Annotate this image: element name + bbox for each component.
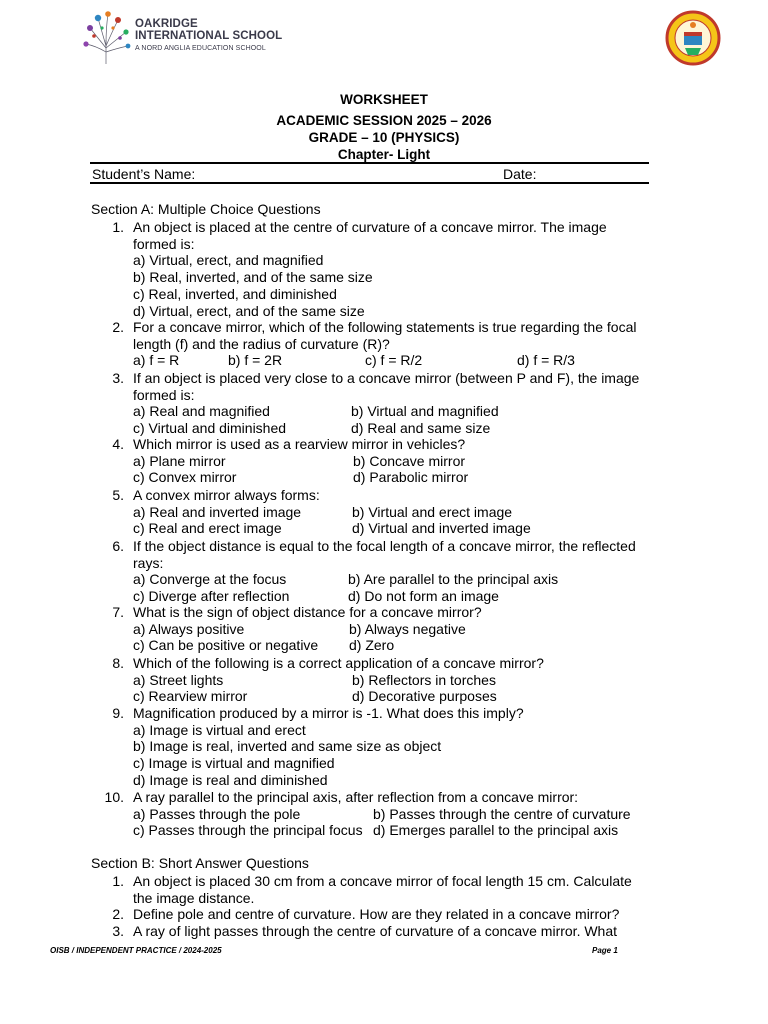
option-b: b) Virtual and magnified (351, 403, 499, 420)
question-number: 6. (112, 538, 124, 554)
question-number: 1. (112, 873, 124, 889)
oakridge-tree-logo-icon (80, 10, 132, 66)
question-number: 5. (112, 487, 124, 503)
question-text: A convex mirror always forms: (133, 487, 320, 503)
school-name-line2: INTERNATIONAL SCHOOL (135, 30, 283, 42)
worksheet-title: WORKSHEET (340, 92, 428, 107)
question-text: the image distance. (133, 889, 255, 906)
question-text: If the object distance is equal to the focal length of a concave mirror, the reflected (133, 538, 636, 554)
bottom-rule (90, 182, 649, 184)
option-b: b) Virtual and erect image (352, 503, 513, 520)
question-number: 4. (112, 436, 124, 452)
section-a-title: Section A: Multiple Choice Questions (91, 201, 321, 217)
option-d: d) Do not form an image (348, 588, 499, 605)
option-c: c) Real, inverted, and diminished (133, 285, 337, 302)
school-name-line1: OAKRIDGE (135, 18, 198, 30)
academic-session: ACADEMIC SESSION 2025 – 2026 (276, 113, 492, 128)
option-d: d) Parabolic mirror (353, 469, 469, 486)
question-text: For a concave mirror, which of the following statements is true regarding the focal (133, 319, 637, 335)
question-text: If an object is placed very close to a concave mirror (between P and F), the image (133, 370, 640, 386)
question-text: formed is: (133, 235, 195, 252)
option-b: b) Are parallel to the principal axis (348, 571, 559, 588)
option-c: c) Virtual and diminished (133, 420, 287, 437)
question-text: Which mirror is used as a rearview mirror in vehicles? (133, 436, 466, 452)
option-a: a) Real and magnified (133, 403, 270, 420)
chapter-title: Chapter- Light (337, 147, 431, 162)
question-number: 2. (112, 906, 124, 922)
question-text: An object is placed 30 cm from a concave mirror of focal length 15 cm. Calculate (133, 873, 632, 889)
option-b: b) Reflectors in torches (352, 671, 496, 688)
option-c: c) Can be positive or negative (133, 637, 319, 654)
question-text: A ray of light passes through the centre of curvature of a concave mirror. What (133, 923, 618, 939)
question-number: 7. (112, 604, 124, 620)
board-seal (665, 10, 721, 66)
question-text: length (f) and the radius of curvature (R)? (133, 335, 390, 352)
cbse-seal-icon (665, 10, 721, 66)
option-b: b) f = 2R (228, 352, 283, 369)
question-text: What is the sign of object distance for a concave mirror? (133, 604, 482, 620)
question-number: 1. (112, 219, 124, 235)
student-name-label: Student’s Name: (92, 166, 196, 182)
option-b: b) Image is real, inverted and same size as object (133, 738, 442, 755)
option-b: b) Passes through the centre of curvature (373, 805, 631, 822)
top-rule (90, 162, 649, 164)
option-d: d) f = R/3 (517, 352, 575, 369)
question-text: Magnification produced by a mirror is -1. What does this imply? (133, 705, 524, 721)
option-a: a) Converge at the focus (133, 571, 287, 588)
question-text: rays: (133, 554, 164, 571)
option-a: a) Virtual, erect, and magnified (133, 252, 324, 269)
option-c: c) Real and erect image (133, 520, 282, 537)
option-a: a) Plane mirror (133, 452, 226, 469)
question-number: 3. (112, 370, 124, 386)
option-b: b) Always negative (349, 620, 466, 637)
question-number: 2. (112, 319, 124, 335)
option-d: d) Virtual, erect, and of the same size (133, 302, 365, 319)
option-b: b) Concave mirror (353, 452, 466, 469)
option-c: c) Passes through the principal focus (133, 822, 363, 839)
option-c: c) Image is virtual and magnified (133, 755, 335, 772)
option-a: a) Always positive (133, 620, 245, 637)
question-text: Define pole and centre of curvature. How are they related in a concave mirror? (133, 906, 620, 922)
option-d: d) Decorative purposes (352, 688, 497, 705)
question-text: A ray parallel to the principal axis, after reflection from a concave mirror: (133, 789, 579, 805)
question-text: Which of the following is a correct application of a concave mirror? (133, 655, 544, 671)
section-b-title: Section B: Short Answer Questions (91, 855, 309, 871)
option-a: a) Passes through the pole (133, 805, 301, 822)
school-tagline: A NORD ANGLIA EDUCATION SCHOOL (135, 45, 266, 52)
option-c: c) Rearview mirror (133, 688, 248, 705)
question-text: formed is: (133, 386, 195, 403)
option-d: d) Real and same size (351, 420, 491, 437)
date-label: Date: (503, 166, 537, 182)
option-d: d) Image is real and diminished (133, 771, 328, 788)
option-d: d) Emerges parallel to the principal axis (373, 822, 619, 839)
question-number: 3. (112, 923, 124, 939)
school-name (135, 18, 282, 42)
option-d: d) Virtual and inverted image (352, 520, 531, 537)
school-logo (80, 10, 300, 66)
option-c: c) f = R/2 (365, 352, 423, 369)
option-c: c) Convex mirror (133, 469, 237, 486)
question-number: 10. (104, 789, 124, 805)
question-number: 9. (112, 705, 124, 721)
option-d: d) Zero (349, 637, 395, 654)
option-a: a) Street lights (133, 671, 224, 688)
option-c: c) Diverge after reflection (133, 588, 290, 605)
option-a: a) f = R (133, 352, 180, 369)
option-a: a) Real and inverted image (133, 503, 302, 520)
page-number: Page 1 (592, 946, 618, 955)
option-a: a) Image is virtual and erect (133, 721, 306, 738)
option-b: b) Real, inverted, and of the same size (133, 269, 373, 286)
question-number: 8. (112, 655, 124, 671)
grade-subject: GRADE – 10 (PHYSICS) (308, 130, 460, 145)
question-text: An object is placed at the centre of curvature of a concave mirror. The image (133, 219, 607, 235)
footer-left: OISB / INDEPENDENT PRACTICE / 2024-2025 (50, 946, 222, 955)
